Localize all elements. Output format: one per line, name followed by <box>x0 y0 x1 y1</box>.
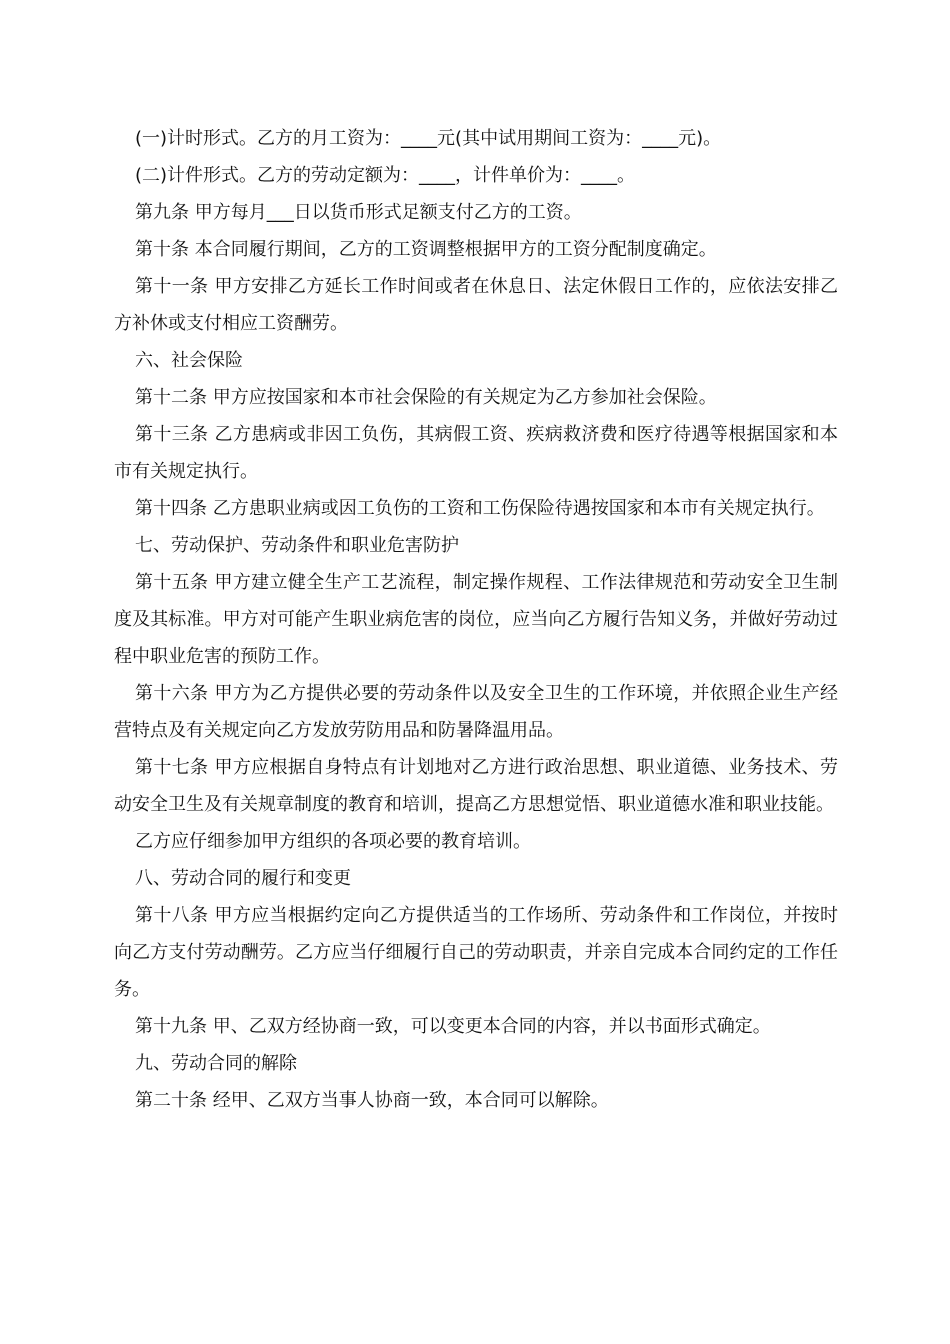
paragraph-hourly-wage: (一)计时形式。乙方的月工资为：____元(其中试用期间工资为：____元)。 <box>135 128 722 149</box>
document-body <box>114 120 838 1119</box>
paragraph-article-17: 第十七条 甲方应根据自身特点有计划地对乙方进行政治思想、职业道德、业务技术、劳动安全卫生及有关规章制度的教育和培训，提高乙方思想觉悟、职业道德水准和职业技能。 <box>114 757 838 815</box>
paragraph-article-9: 第九条 甲方每月___日以货币形式足额支付乙方的工资。 <box>135 202 582 223</box>
paragraph-article-15: 第十五条 甲方建立健全生产工艺流程，制定操作规程、工作法律规范和劳动安全卫生制度及其标准。甲方对可能产生职业病危害的岗位，应当向乙方履行告知义务，并做好劳动过程中职业危害的预防工作。 <box>114 572 838 667</box>
paragraph-article-11: 第十一条 甲方安排乙方延长工作时间或者在休息日、法定休假日工作的，应依法安排乙方补休或支付相应工资酬劳。 <box>114 276 838 334</box>
paragraph-article-13: 第十三条 乙方患病或非因工负伤，其病假工资、疾病救济费和医疗待遇等根据国家和本市有关规定执行。 <box>114 424 838 482</box>
paragraph-article-18: 第十八条 甲方应当根据约定向乙方提供适当的工作场所、劳动条件和工作岗位，并按时向乙方支付劳动酬劳。乙方应当仔细履行自己的劳动职责，并亲自完成本合同约定的工作任务。 <box>114 905 838 1000</box>
paragraph-article-19: 第十九条 甲、乙双方经协商一致，可以变更本合同的内容，并以书面形式确定。 <box>135 1016 771 1037</box>
paragraph-article-10: 第十条 本合同履行期间，乙方的工资调整根据甲方的工资分配制度确定。 <box>135 239 717 260</box>
paragraph-training: 乙方应仔细参加甲方组织的各项必要的教育培训。 <box>135 831 531 852</box>
section-heading-labor-protection: 七、劳动保护、劳动条件和职业危害防护 <box>135 535 459 556</box>
section-heading-social-insurance: 六、社会保险 <box>135 350 243 371</box>
paragraph-piece-rate: (二)计件形式。乙方的劳动定额为：____，计件单价为：____。 <box>135 165 636 186</box>
paragraph-article-20: 第二十条 经甲、乙双方当事人协商一致，本合同可以解除。 <box>135 1090 609 1111</box>
section-heading-termination: 九、劳动合同的解除 <box>135 1053 297 1074</box>
paragraph-article-16: 第十六条 甲方为乙方提供必要的劳动条件以及安全卫生的工作环境，并依照企业生产经营特点及有关规定向乙方发放劳防用品和防暑降温用品。 <box>114 683 838 741</box>
section-heading-performance-change: 八、劳动合同的履行和变更 <box>135 868 351 889</box>
paragraph-article-14: 第十四条 乙方患职业病或因工负伤的工资和工伤保险待遇按国家和本市有关规定执行。 <box>135 498 825 519</box>
paragraph-article-12: 第十二条 甲方应按国家和本市社会保险的有关规定为乙方参加社会保险。 <box>135 387 717 408</box>
